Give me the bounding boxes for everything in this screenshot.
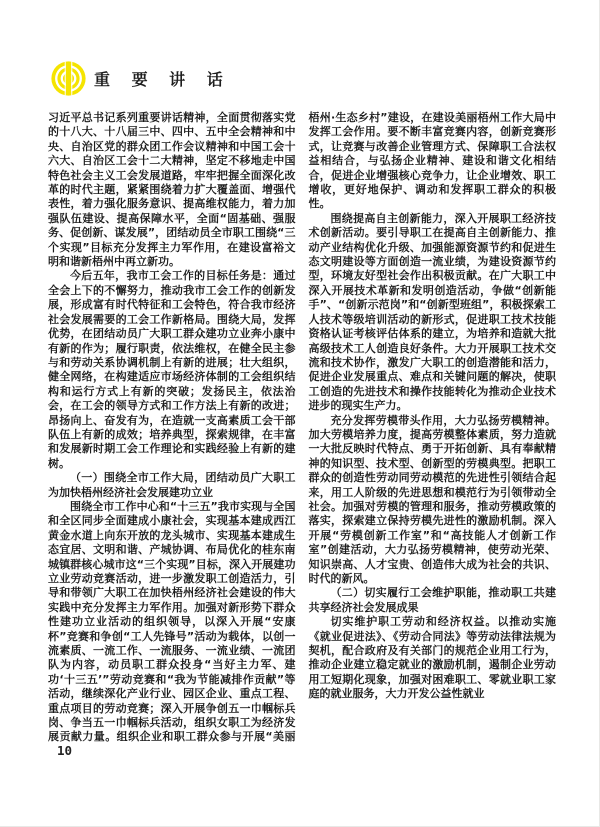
paragraph: （一）围绕全市工作大局，团结动员广大职工为加快梧州经济社会发展建功立业 <box>48 471 296 499</box>
paragraph: 今后五年，我市工会工作的目标任务是：通过全会上下的不懈努力，推动我市工会工作的创新发展，形成富有时代特征和工会特色，符合我市经济社会发展需要的工会工作新格局。围绕大局，发挥优势，在团结动员广大职工群众建功立业奔小康中有新的作为；履行职责，依法维权，在健全民主参与和劳动关系协调机制上有新的进展；壮大组织，健全网络，在构建适应市场经济体制的工会组织结构和运行方式上有新的突破；发扬民主，依法治会，在工会的领导方式和工作方法上有新的改进；昂扬向上、奋发有为，在造就一支高素质工会干部队伍上有新的成效；培养典型，探索规律，在丰富和发展新时期工会工作理论和实践经验上有新的建树。 <box>48 269 296 470</box>
page-header <box>50 59 231 97</box>
body-text-columns <box>48 111 556 745</box>
paragraph: 充分发挥劳模带头作用，大力弘扬劳模精神。加大劳模培养力度，提高劳模整体素质，努力造就一大批反映时代特点、勇于开拓创新、具有奉献精神的知识型、技术型、创新型的劳模典型。把职工群众的创造性劳动同劳动模范的先进性引领结合起来，用工人阶级的先进思想和模范行为引领带动全社会。加强对劳模的管理和服务，推动劳模政策的落实，探索建立保持劳模先进性的激励机制。深入开展“劳模创新工作室”和“高技能人才创新工作室”创建活动，大力弘扬劳模精神，使劳动光荣、知识崇高、人才宝贵、创造伟大成为社会的共识、时代的新风。 <box>308 413 556 585</box>
paragraph: 习近平总书记系列重要讲话精神，全面贯彻落实党的十八大、十八届三中、四中、五中全会精神和中央、自治区党的群众团工作会议精神和中国工会十六大、自治区工会十二大精神，坚定不移地走中国特色社会主义工会发展道路，牢牢把握全面深化改革的时代主题，紧紧围绕着力扩大覆盖面、增强代表性，着力强化服务意识、提高维权能力，着力加强队伍建设、提高保障水平，全面“固基础、强服务、促创新、谋发展”，团结动员全市职工围绕“三个实现”目标充分发挥主力军作用，在建设富裕文明和谐新梧州中再立新功。 <box>48 111 296 269</box>
page-number: 10 <box>57 743 73 758</box>
paragraph: （二）切实履行工会维护职能，推动职工共建共享经济社会发展成果 <box>308 586 556 614</box>
trade-union-emblem-icon <box>50 60 87 97</box>
paragraph: 切实维护职工劳动和经济权益。以推动实施《就业促进法》、《劳动合同法》等劳动法律法规为契机，配合政府及有关部门的规范企业用工行为，推动企业建立稳定就业的激励机制，遏制企业劳动用工短期化现象，加强对困难职工、零就业职工家庭的就业服务，大力开发公益性就业 <box>308 615 556 701</box>
section-title: 重 要 讲 话 <box>94 69 231 89</box>
paragraph: 围绕提高自主创新能力，深入开展职工经济技术创新活动。要引导职工在提高自主创新能力、推动产业结构优化升级、加强能源资源节约和促进生态文明建设等方面创造一流业绩，为建设资源节约型，环境友好型社会作出积极贡献。在广大职工中深入开展技术革新和发明创造活动，争做“创新能手”、“创新示范岗”和“创新型班组”，积极探索工人技术等级培训活动的新形式，促进职工技术技能资格认证考核评估体系的建立，为培养和造就大批高级技术工人创造良好条件。大力开展职工技术交流和技术协作，激发广大职工的创造潜能和活力，促进企业发展重点、难点和关键问题的解决，使职工创造的先进技术和操作技能转化为推动企业技术进步的现实生产力。 <box>308 211 556 413</box>
paragraph: 围绕全市工作中心和“十三五”我市实现与全国和全区同步全面建成小康社会，实现基本建成西江黄金水道上向东开放的龙头城市、实现基本建成生态宜居、文明和谐、产城协调、布局优化的桂东南城镇群核心城市这“三个实现”目标，深入开展建功立业劳动竞赛活动，进一步激发职工创造活力，引导和带领广大职工在加快梧州经济社会建设的伟大实践中充分发挥主力军作用。加强对新形势下群众性建功立业活动的组织领导，以深入开展“安康杯”竞赛和争创“工人先锋号”活动为载体，以创一流素质、一流工作、一流服务、一流业绩、一流团队为内容，动员职工群众投身“当好主力军、建功‘十三五’”劳动竞赛和“我为节能减排作贡献”等活动，继续深化产业行业、园区企业、重点工程、重点项目的劳动竞赛；深入开展争创五一巾帼标兵岗、争当五一巾帼标兵活动，组织女职工为经济发展贡献力量。组织企业和职工群众参与开展“美丽梧州·生态乡村”建设，在建设美丽梧州工作大局中发挥工会作用。要不断丰富竞赛内容，创新竞赛形式，让竞赛与改善企业管理方式、保障职工合法权益相结合，与弘扬企业精神、建设和谐文化相结合，促进企业增强核心竞争力，让企业增效、职工增收，更好地保护、调动和发挥职工群众的积极性。 <box>48 111 556 744</box>
